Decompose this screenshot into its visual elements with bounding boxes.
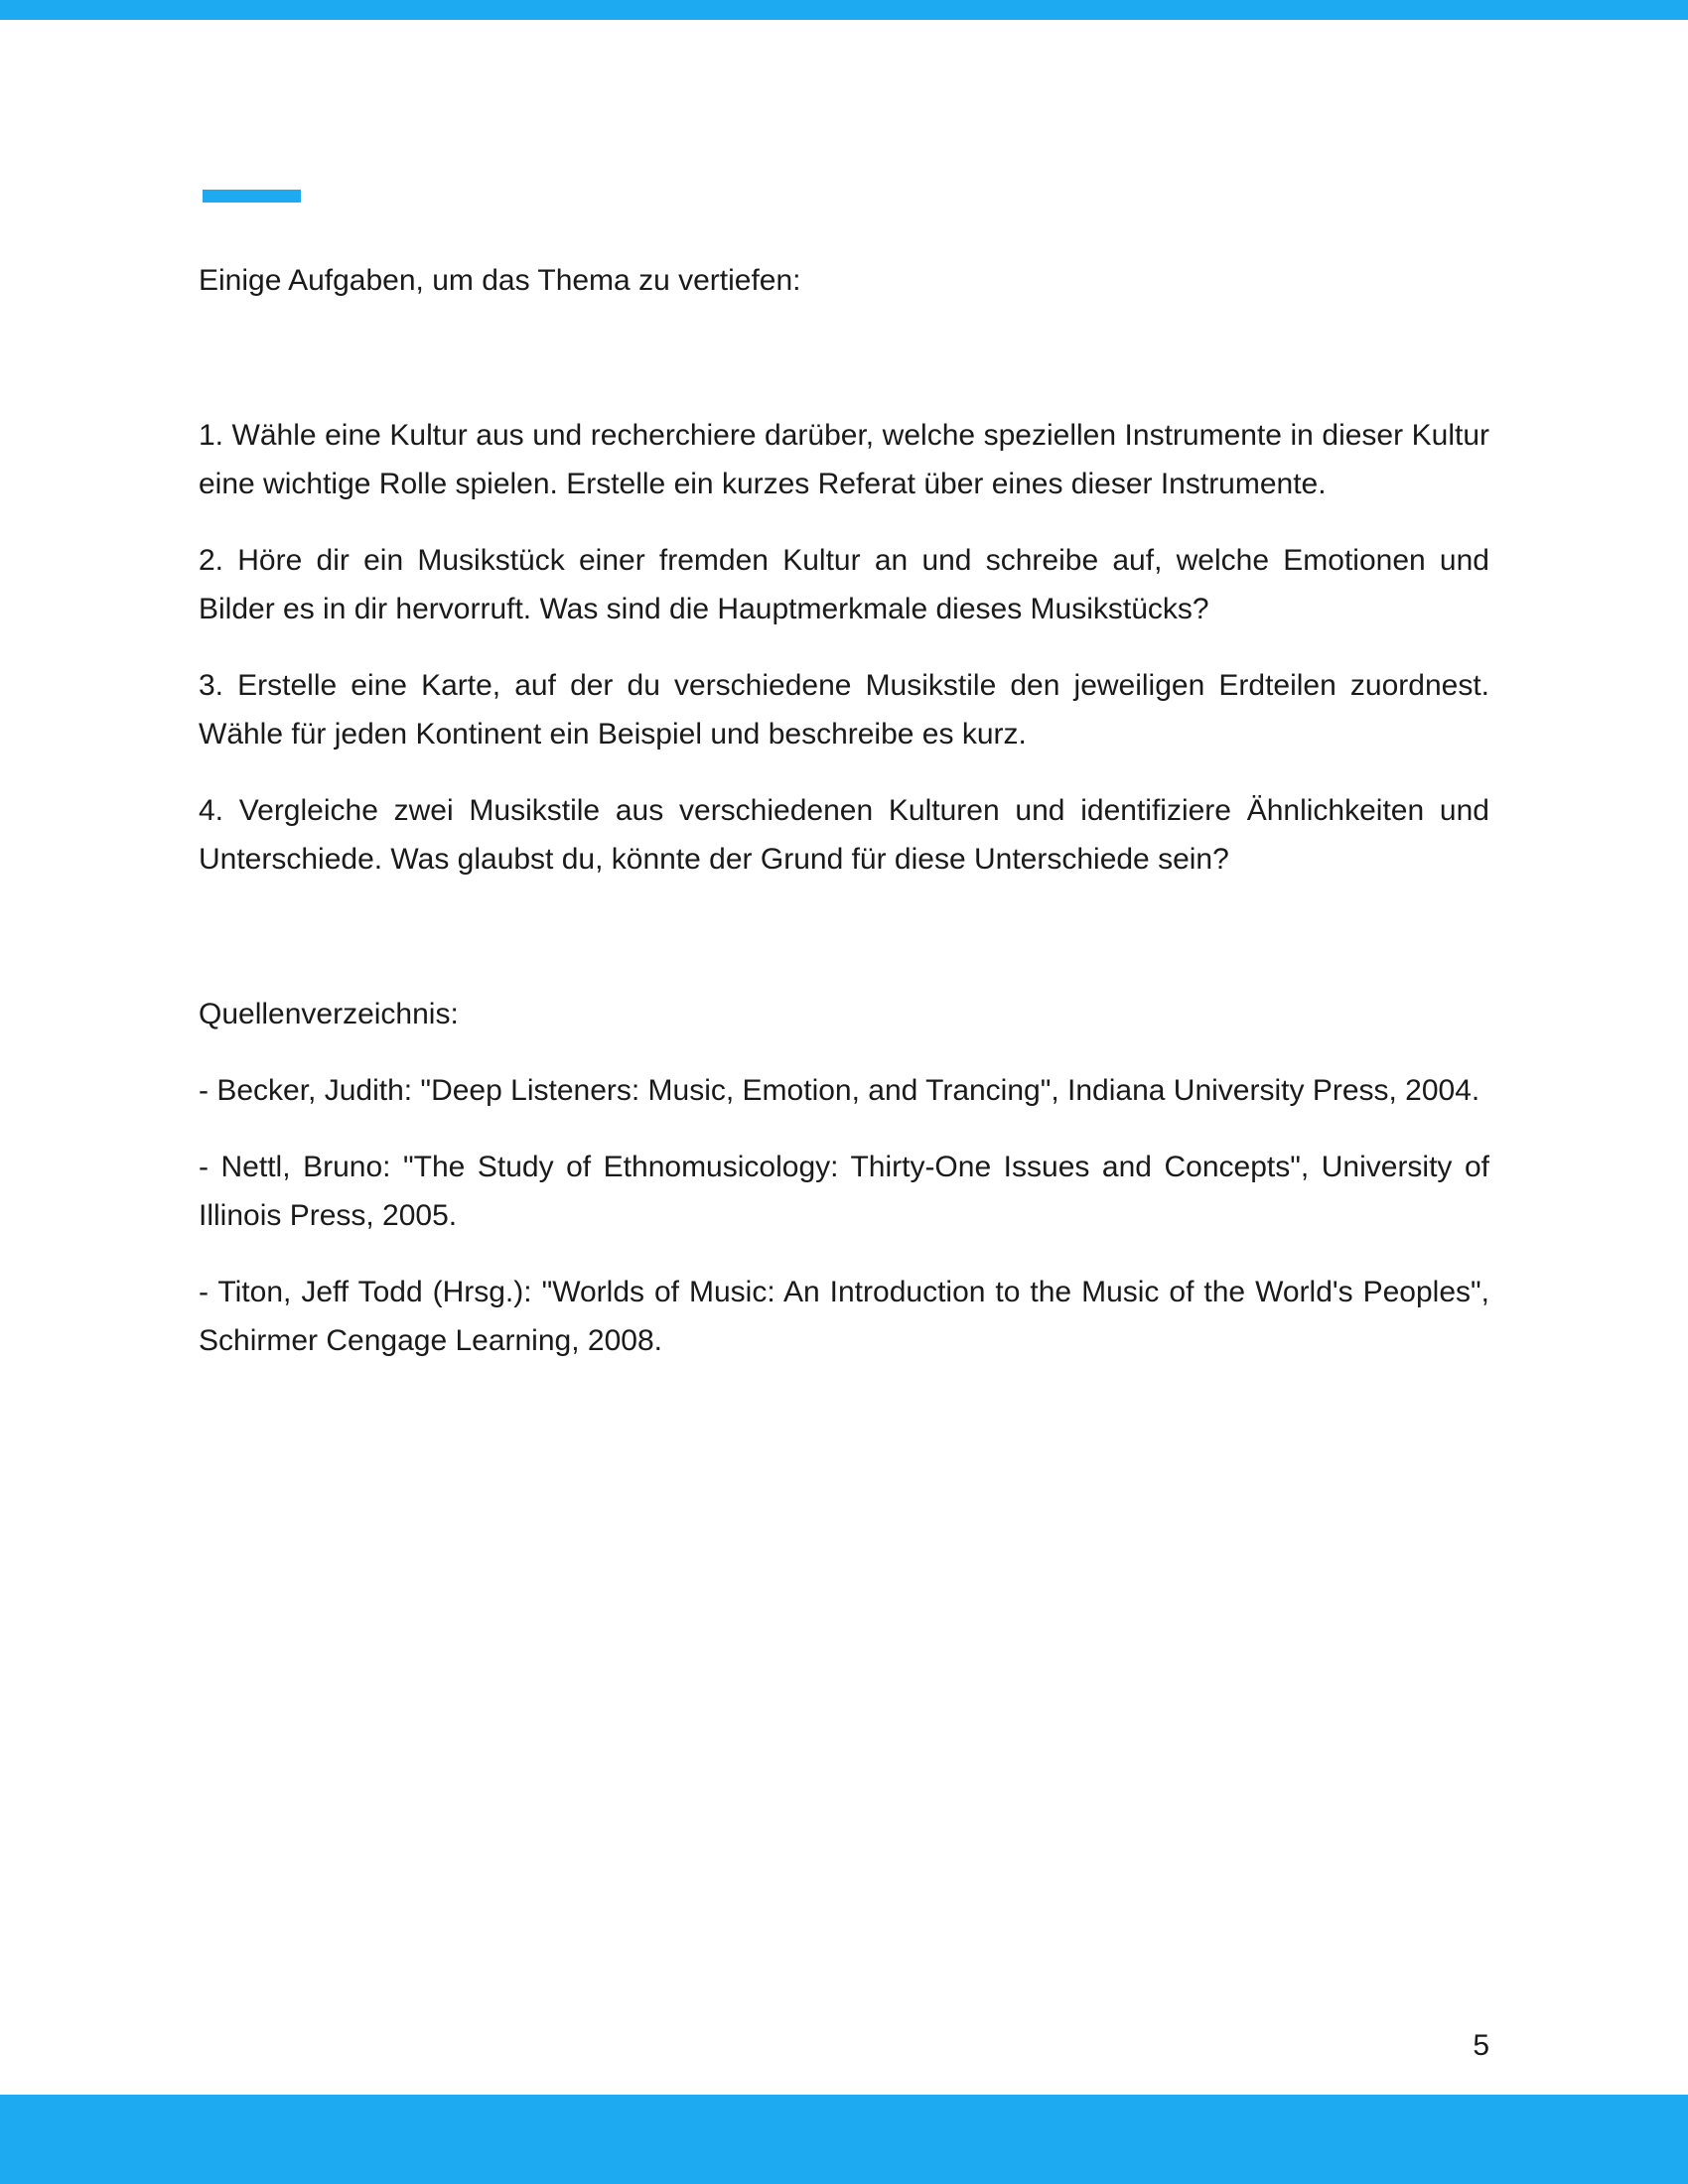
intro-text: Einige Aufgaben, um das Thema zu vertiefen: xyxy=(199,264,801,297)
section-accent-line xyxy=(203,190,301,203)
source-entry: - Becker, Judith: "Deep Listeners: Music, Emotion, and Trancing", Indiana University Press, 2004. xyxy=(199,1074,1480,1107)
task-item: 1. Wähle eine Kultur aus und recherchiere darüber, welche speziellen Instrumente in dieser Kultur eine wichtige Rolle spielen. Erstelle ein kurzes Referat über eines dieser Instrumente. xyxy=(199,419,1489,500)
task-item: 3. Erstelle eine Karte, auf der du verschiedene Musikstile den jeweiligen Erdteilen zuordnest. Wähle für jeden Kontinent ein Beispiel und beschreibe es kurz. xyxy=(199,669,1489,751)
top-accent-bar xyxy=(0,0,1688,20)
source-entry: - Titon, Jeff Todd (Hrsg.): "Worlds of Music: An Introduction to the Music of the World's Peoples", Schirmer Cengage Learning, 2008. xyxy=(199,1276,1489,1357)
bottom-accent-bar xyxy=(0,2095,1688,2184)
sources-heading: Quellenverzeichnis: xyxy=(199,998,459,1030)
task-item: 2. Höre dir ein Musikstück einer fremden Kultur an und schreibe auf, welche Emotionen und Bilder es in dir hervorruft. Was sind die Hauptmerkmale dieses Musikstücks? xyxy=(199,544,1489,625)
source-entry: - Nettl, Bruno: "The Study of Ethnomusicology: Thirty-One Issues and Concepts", University of Illinois Press, 2005. xyxy=(199,1151,1489,1232)
page-content xyxy=(199,256,1489,1393)
task-item: 4. Vergleiche zwei Musikstile aus verschiedenen Kulturen und identifiziere Ähnlichkeiten und Unterschiede. Was glaubst du, könnte der Grund für diese Unterschiede sein? xyxy=(199,794,1489,876)
page-number: 5 xyxy=(1473,2029,1489,2062)
